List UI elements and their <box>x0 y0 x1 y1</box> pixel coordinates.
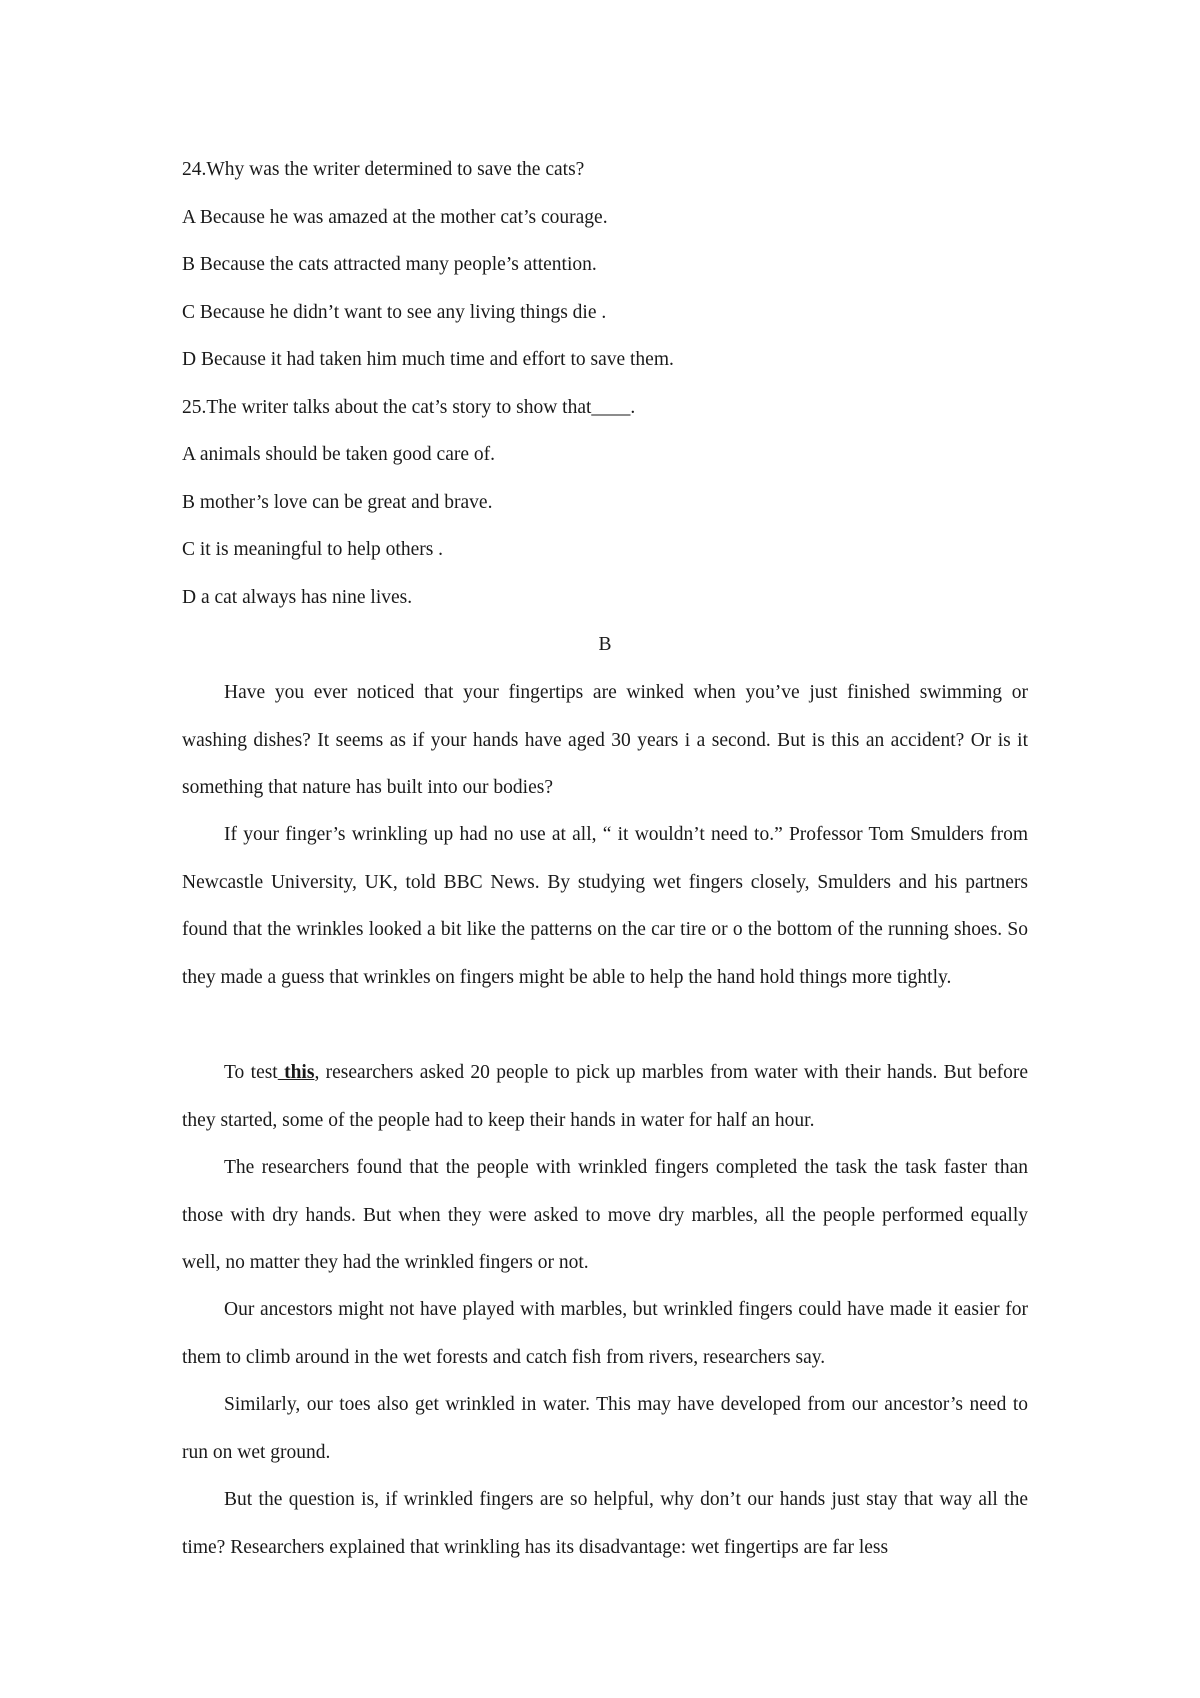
underlined-word-this: this <box>277 1062 315 1083</box>
passage-paragraph-2: If your finger’s wrinkling up had no use at all, “ it wouldn’t need to.” Professor Tom Smulders from Newcastle University, UK, told BBC News. By studying wet fingers closely, Smulders and his partners found that the wrinkles looked a bit like the patterns on the car tire or o the bottom of the running shoes. So they made a guess that wrinkles on fingers might be able to help the hand hold things more tightly. <box>182 824 1028 988</box>
question-24-option-b: B Because the cats attracted many people’s attention. <box>182 254 597 275</box>
section-heading: B <box>598 634 612 655</box>
passage-paragraph-5: Our ancestors might not have played with marbles, but wrinkled fingers could have made it easier for them to climb around in the wet forests and catch fish from rivers, researchers say. <box>182 1299 1028 1368</box>
question-25-option-d: D a cat always has nine lives. <box>182 587 413 608</box>
question-24-option-a: A Because he was amazed at the mother cat’s courage. <box>182 207 608 228</box>
question-24-option-d: D Because it had taken him much time and effort to save them. <box>182 349 674 370</box>
passage-paragraph-3-rest: , researchers asked 20 people to pick up marbles from water with their hands. But before they started, some of the people had to keep their hands in water for half an hour. <box>182 1062 1028 1131</box>
passage-paragraph-1: Have you ever noticed that your fingertips are winked when you’ve just finished swimming or washing dishes? It seems as if your hands have aged 30 years i a second. But is this an accident? Or is it something that nature has built into our bodies? <box>182 682 1028 798</box>
question-25-option-c: C it is meaningful to help others . <box>182 539 444 560</box>
question-24-option-c: C Because he didn’t want to see any living things die . <box>182 302 607 323</box>
passage-paragraph-3 <box>182 1049 1028 1144</box>
passage-paragraph-7: But the question is, if wrinkled fingers are so helpful, why don’t our hands just stay that way all the time? Researchers explained that wrinkling has its disadvantage: wet fingertips are far less <box>182 1489 1028 1558</box>
question-25-option-a: A animals should be taken good care of. <box>182 444 495 465</box>
question-24-stem: 24.Why was the writer determined to save the cats? <box>182 159 585 180</box>
passage-paragraph-3-lead: To test <box>224 1062 278 1083</box>
passage-paragraph-4: The researchers found that the people with wrinkled fingers completed the task the task faster than those with dry hands. But when they were asked to move dry marbles, all the people performed equally well, no matter they had the wrinkled fingers or not. <box>182 1157 1028 1273</box>
question-25-stem: 25.The writer talks about the cat’s story to show that____. <box>182 397 636 418</box>
passage-paragraph-6: Similarly, our toes also get wrinkled in water. This may have developed from our ancestor’s need to run on wet ground. <box>182 1394 1028 1463</box>
question-25-option-b: B mother’s love can be great and brave. <box>182 492 493 513</box>
